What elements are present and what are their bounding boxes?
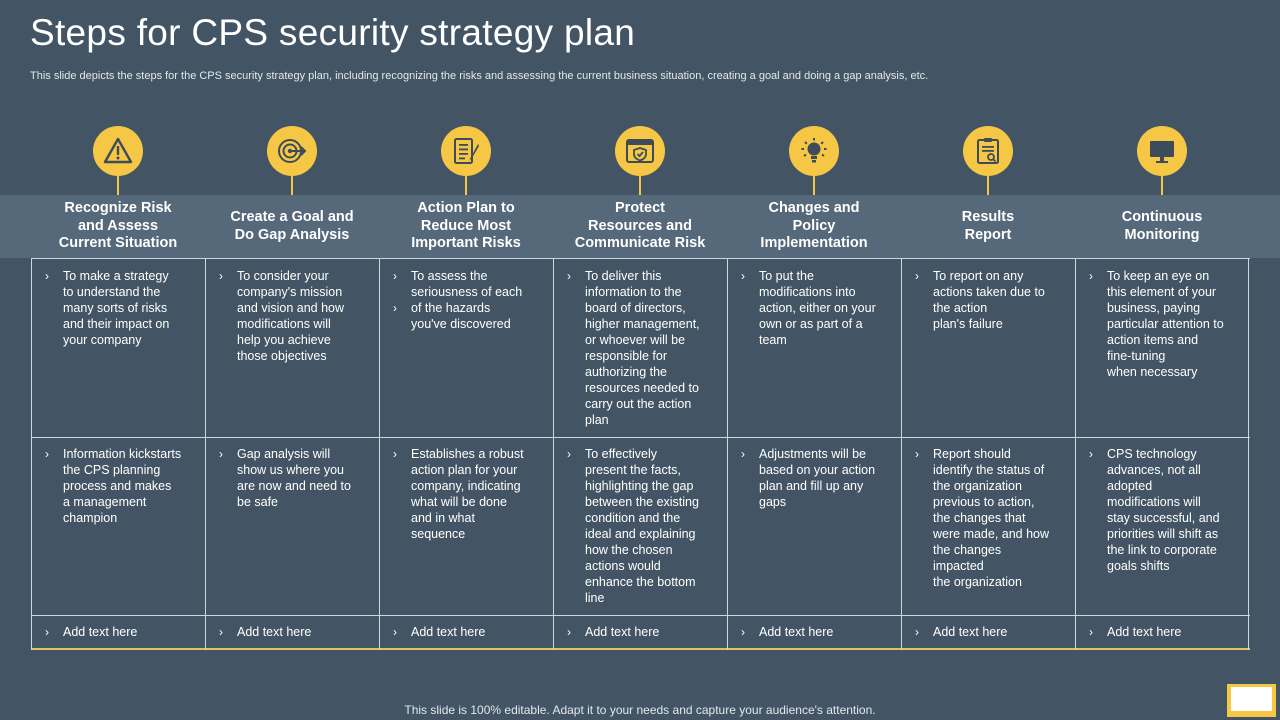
step-title: Recognize Risk and Assess Current Situation (58, 200, 178, 252)
bullet-item (1089, 624, 1239, 640)
bullet-text: Information kickstarts the CPS planning process and makes a management champion (63, 447, 182, 525)
bullet-chevron-icon: › (393, 301, 397, 315)
bullet-chevron-icon: › (45, 447, 49, 461)
bullet-text: To make a strategy to understand the many sorts of risks and their impact on your company (63, 269, 170, 347)
step-title: Changes and Policy Implementation (760, 200, 868, 252)
step-cell (379, 268, 553, 332)
icon-connector (465, 176, 467, 195)
step-column (1075, 0, 1249, 660)
icon-connector (987, 176, 989, 195)
bullet-chevron-icon: › (1089, 269, 1093, 283)
lightbulb-gear-icon (789, 126, 839, 176)
step-cell (901, 624, 1075, 640)
bullet-text: Gap analysis will show us where you are now and need to be safe (237, 447, 351, 509)
clipboard-pen-icon (441, 126, 491, 176)
bullet-chevron-icon: › (45, 269, 49, 283)
step-cell (901, 268, 1075, 332)
bullet-chevron-icon: › (567, 625, 571, 639)
bullet-item (219, 624, 369, 640)
bullet-text: Adjustments will be based on your action plan and fill up any gaps (759, 447, 876, 509)
step-cell (379, 446, 553, 542)
bullet-chevron-icon: › (1089, 447, 1093, 461)
bullet-item (393, 268, 543, 300)
bullet-item (393, 446, 543, 542)
step-cell (727, 268, 901, 348)
bullet-text: Add text here (411, 625, 486, 639)
step-cell (901, 446, 1075, 590)
bullet-chevron-icon: › (915, 269, 919, 283)
bullet-item (567, 624, 717, 640)
bullet-chevron-icon: › (915, 625, 919, 639)
bullet-chevron-icon: › (1089, 625, 1093, 639)
bullet-item (741, 268, 891, 348)
bullet-text: Add text here (759, 625, 834, 639)
step-column (553, 0, 727, 660)
step-column (205, 0, 379, 660)
bullet-chevron-icon: › (741, 447, 745, 461)
monitor-icon (1137, 126, 1187, 176)
bullet-item (45, 268, 195, 348)
step-cell (31, 624, 205, 640)
bullet-chevron-icon: › (393, 447, 397, 461)
bullet-chevron-icon: › (915, 447, 919, 461)
step-column (31, 0, 205, 660)
bullet-chevron-icon: › (45, 625, 49, 639)
step-cell (1075, 446, 1249, 574)
bullet-chevron-icon: › (393, 269, 397, 283)
step-title: Protect Resources and Communicate Risk (574, 200, 706, 252)
step-cell (553, 624, 727, 640)
bullet-chevron-icon: › (567, 269, 571, 283)
bullet-text: To consider your company's mission and vision and how modifications will help you achieve those objectives (237, 269, 345, 363)
bullet-text: To put the modifications into action, either on your own or as part of a team (759, 269, 876, 347)
step-cell (727, 446, 901, 510)
bullet-text: To effectively present the facts, highlighting the gap between the existing condition and the ideal and explaining how the chosen actions would enhance the bottom line (585, 447, 699, 605)
bullet-item (1089, 446, 1239, 574)
step-cell (379, 624, 553, 640)
bullet-item (219, 446, 369, 510)
bullet-text: To assess the seriousness of each (411, 269, 523, 299)
step-cell (205, 446, 379, 510)
step-cell (1075, 268, 1249, 380)
bullet-item (741, 446, 891, 510)
bullet-item (915, 446, 1065, 590)
slide-footer: This slide is 100% editable. Adapt it to your needs and capture your audience's attention. (404, 703, 876, 717)
step-column (379, 0, 553, 660)
bullet-item (567, 446, 717, 606)
bullet-text: Add text here (1107, 625, 1182, 639)
bullet-item (915, 624, 1065, 640)
icon-connector (291, 176, 293, 195)
bullet-text: CPS technology advances, not all adopted modifications will stay successful, and priorities will shift as the link to corporate goals shifts (1107, 447, 1220, 573)
bullet-text: To deliver this information to the board of directors, higher management, or whoever will be responsible for authorizing the resources needed to carry out the action plan (585, 269, 700, 427)
shield-browser-icon (615, 126, 665, 176)
icon-connector (813, 176, 815, 195)
step-title: Action Plan to Reduce Most Important Risks (411, 200, 521, 252)
icon-connector (1161, 176, 1163, 195)
bullet-item (393, 624, 543, 640)
icon-connector (117, 176, 119, 195)
bullet-chevron-icon: › (219, 625, 223, 639)
bullet-item (45, 624, 195, 640)
slide-subtitle: This slide depicts the steps for the CPS security strategy plan, including recognizing the risks and assessing the current business situation, creating a goal and doing a gap analysis, etc. (30, 70, 929, 82)
step-cell (553, 268, 727, 428)
bullet-text: Establishes a robust action plan for your company, indicating what will be done and in what sequence (411, 447, 524, 541)
bullet-text: Report should identify the status of the organization previous to action, the changes that were made, and how the changes impacted the organization (933, 447, 1050, 589)
warning-triangle-icon (93, 126, 143, 176)
target-arrow-icon (267, 126, 317, 176)
report-document-icon (963, 126, 1013, 176)
step-column (727, 0, 901, 660)
bullet-text: Add text here (63, 625, 138, 639)
bullet-text: To report on any actions taken due to the action plan's failure (933, 269, 1045, 331)
step-cell (1075, 624, 1249, 640)
bullet-chevron-icon: › (219, 269, 223, 283)
step-cell (31, 268, 205, 348)
bullet-item (1089, 268, 1239, 380)
bullet-chevron-icon: › (741, 625, 745, 639)
step-cell (205, 268, 379, 364)
corner-placeholder-box (1227, 684, 1276, 717)
bullet-item (393, 300, 543, 332)
icon-connector (639, 176, 641, 195)
bullet-chevron-icon: › (741, 269, 745, 283)
step-cell (553, 446, 727, 606)
step-title: Create a Goal and Do Gap Analysis (230, 209, 354, 243)
step-title: Results Report (961, 209, 1015, 243)
bullet-chevron-icon: › (219, 447, 223, 461)
bullet-text: of the hazards you've discovered (411, 301, 511, 331)
bullet-chevron-icon: › (567, 447, 571, 461)
step-column (901, 0, 1075, 660)
step-cell (727, 624, 901, 640)
step-cell (31, 446, 205, 526)
step-title: Continuous Monitoring (1121, 209, 1203, 243)
bullet-item (741, 624, 891, 640)
step-cell (205, 624, 379, 640)
bullet-item (45, 446, 195, 526)
bullet-item (567, 268, 717, 428)
bullet-item (915, 268, 1065, 332)
bullet-chevron-icon: › (393, 625, 397, 639)
bullet-text: To keep an eye on this element of your business, paying particular attention to action items and fine-tuning when necessary (1107, 269, 1224, 379)
bullet-text: Add text here (585, 625, 660, 639)
bullet-item (219, 268, 369, 364)
bullet-text: Add text here (933, 625, 1008, 639)
bullet-text: Add text here (237, 625, 312, 639)
steps-columns (31, 0, 1250, 660)
slide-title: Steps for CPS security strategy plan (30, 12, 636, 53)
